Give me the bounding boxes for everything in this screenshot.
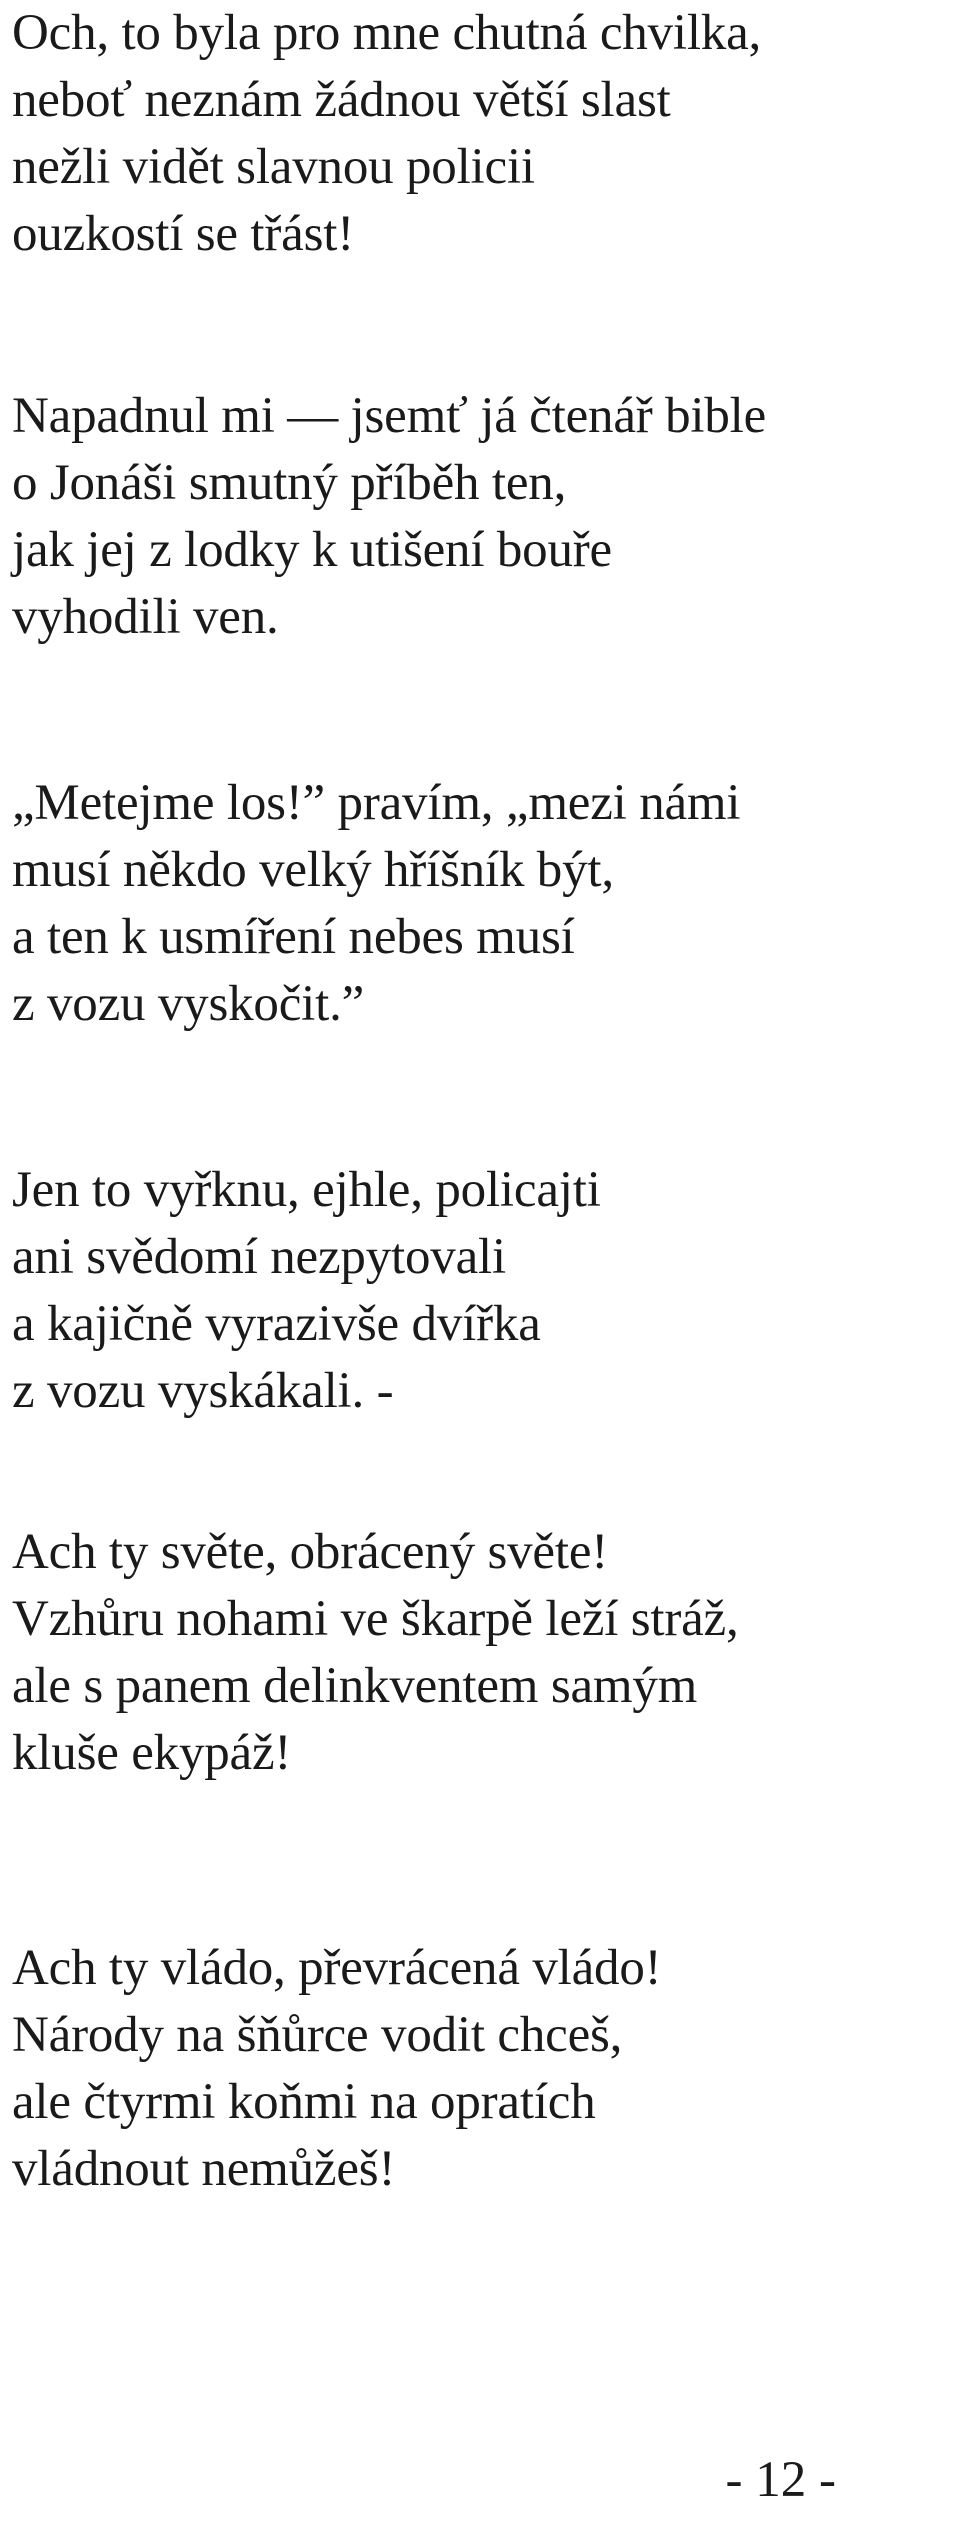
poem-line: a ten k usmíření nebes musí bbox=[12, 909, 575, 965]
poem-line: z vozu vyskočit.” bbox=[12, 976, 365, 1032]
poem-line: vyhodili ven. bbox=[12, 589, 279, 645]
poem-line: ale čtyrmi koňmi na opratích bbox=[12, 2074, 596, 2130]
poem-line: kluše ekypáž! bbox=[12, 1725, 292, 1781]
poem-line: Jen to vyřknu, ejhle, policajti bbox=[12, 1162, 601, 1218]
poem-line: vládnout nemůžeš! bbox=[12, 2141, 396, 2197]
poem-line: o Jonáši smutný příběh ten, bbox=[12, 455, 567, 511]
poem-line: ani svědomí nezpytovali bbox=[12, 1229, 506, 1285]
poem-line: „Metejme los!” pravím, „mezi námi bbox=[12, 775, 741, 831]
stanza-2 bbox=[12, 383, 766, 651]
stanza-5 bbox=[12, 1519, 739, 1787]
poem-line: Ach ty světe, obrácený světe! bbox=[12, 1524, 609, 1580]
poem-line: ale s panem delinkventem samým bbox=[12, 1658, 698, 1714]
poem-line: Vzhůru nohami ve škarpě leží stráž, bbox=[12, 1591, 739, 1647]
poem-line: musí někdo velký hříšník být, bbox=[12, 842, 614, 898]
poem-line: Národy na šňůrce vodit chceš, bbox=[12, 2007, 623, 2063]
stanza-6 bbox=[12, 1935, 661, 2203]
stanza-4 bbox=[12, 1157, 601, 1425]
poem-line: ouzkostí se třást! bbox=[12, 206, 354, 262]
poem-line: neboť neznám žádnou větší slast bbox=[12, 72, 671, 128]
stanza-3 bbox=[12, 770, 740, 1038]
stanza-1 bbox=[12, 0, 761, 268]
poem-line: Napadnul mi — jsemť já čtenář bible bbox=[12, 388, 767, 444]
poem-line: jak jej z lodky k utišení bouře bbox=[12, 522, 612, 578]
poem-line: Ach ty vládo, převrácená vládo! bbox=[12, 1940, 662, 1996]
poem-line: Och, to byla pro mne chutná chvilka, bbox=[12, 5, 762, 61]
page-number: - 12 - bbox=[725, 2452, 836, 2508]
poem-line: z vozu vyskákali. - bbox=[12, 1363, 394, 1419]
poem-line: nežli vidět slavnou policii bbox=[12, 139, 535, 195]
poem-line: a kajičně vyrazivše dvířka bbox=[12, 1296, 541, 1352]
